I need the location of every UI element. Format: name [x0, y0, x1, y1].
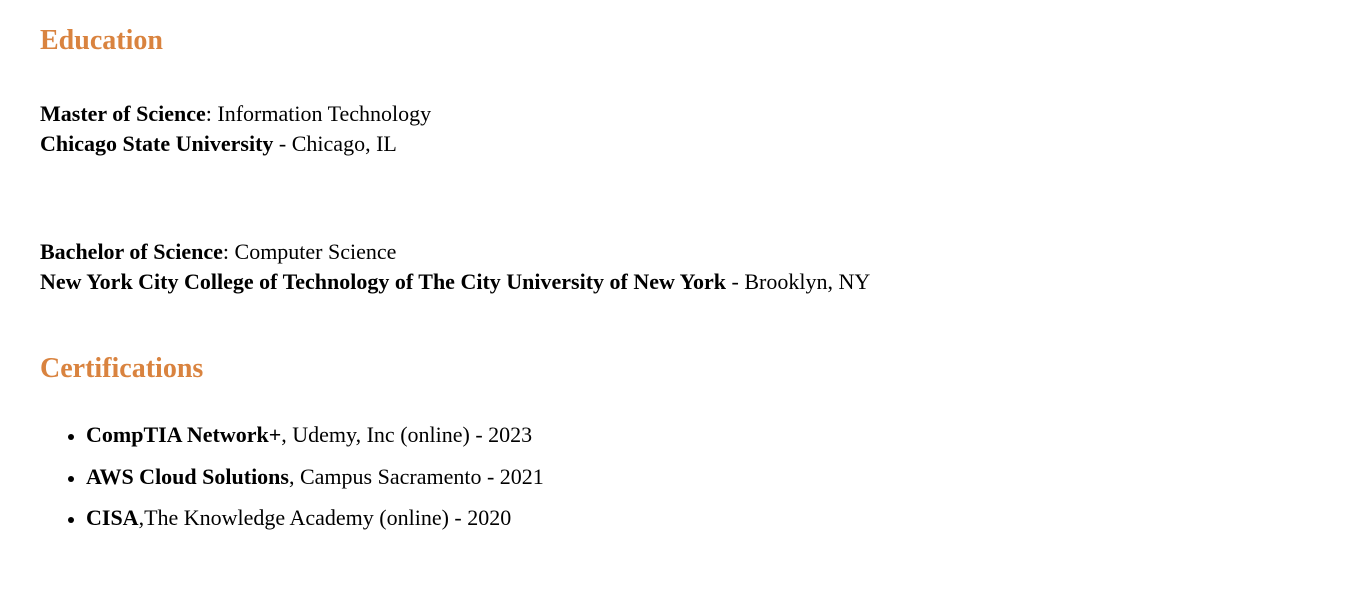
- certification-details: ,The Knowledge Academy (online) - 2020: [138, 505, 512, 531]
- education-degree-line: [40, 237, 870, 267]
- education-field: Computer Science: [234, 239, 397, 264]
- education-degree: Bachelor of Science: [40, 239, 223, 264]
- certification-name: CISA: [86, 505, 139, 531]
- education-degree-separator: :: [205, 101, 218, 126]
- education-institution-line: [40, 129, 431, 159]
- education-location-separator: -: [726, 268, 745, 294]
- certification-name: AWS Cloud Solutions: [86, 463, 289, 489]
- certification-name: CompTIA Network+: [86, 422, 282, 447]
- list-item: [86, 503, 544, 533]
- certification-details: , Udemy, Inc (online) - 2023: [281, 422, 533, 447]
- list-item: [86, 462, 544, 492]
- education-degree: Master of Science: [40, 101, 206, 126]
- education-location: Chicago, IL: [291, 130, 397, 156]
- education-institution: Chicago State University: [40, 130, 274, 156]
- education-degree-line: [40, 99, 431, 129]
- education-location: Brooklyn, NY: [744, 268, 871, 294]
- education-degree-separator: :: [222, 239, 235, 264]
- certification-details: , Campus Sacramento - 2021: [288, 463, 544, 489]
- education-entry: [40, 237, 870, 296]
- education-institution: New York City College of Technology of The City University of New York: [40, 268, 727, 294]
- certifications-list: [40, 420, 544, 545]
- certifications-section-heading: Certifications: [40, 353, 204, 384]
- education-entry: [40, 99, 431, 158]
- education-location-separator: -: [273, 130, 292, 156]
- education-field: Information Technology: [217, 101, 432, 126]
- education-section-heading: Education: [40, 25, 163, 56]
- list-item: [86, 420, 544, 450]
- education-institution-line: [40, 267, 870, 297]
